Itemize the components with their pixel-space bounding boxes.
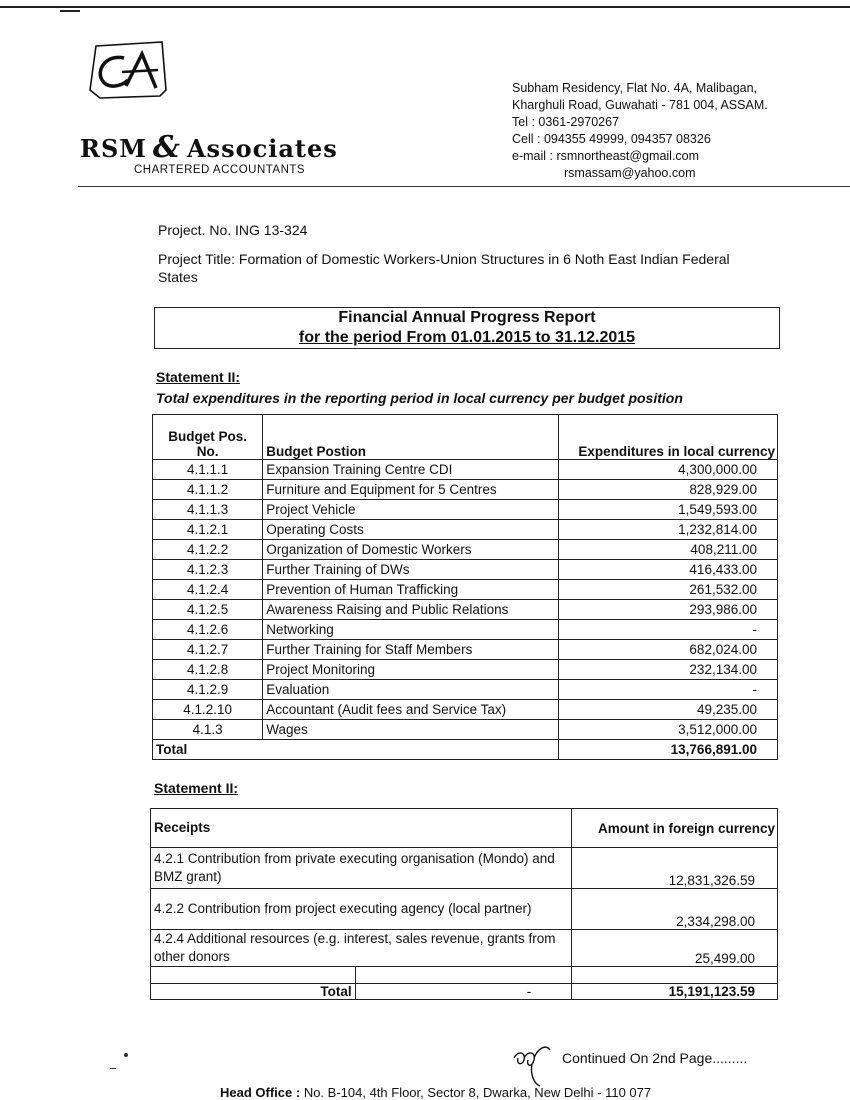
firm-name-amp: & [152,130,181,165]
table-row [151,930,778,967]
top-rule-mark [60,10,80,12]
total-amount: 13,766,891.00 [559,740,778,760]
row-name: Project Vehicle [263,500,559,520]
receipt-amount: 12,831,326.59 [572,848,778,889]
row-name: Further Training of DWs [263,560,559,580]
row-name: Prevention of Human Trafficking [263,580,559,600]
firm-logo [86,40,168,100]
address-cell: Cell : 094355 49999, 094357 08326 [512,132,711,146]
row-amount: 49,235.00 [559,700,778,720]
row-code: 4.1.2.10 [153,700,263,720]
row-amount: 408,211.00 [559,540,778,560]
col-header-receipts: Receipts [151,809,572,848]
row-name: Networking [263,620,559,640]
row-amount: 4,300,000.00 [559,460,778,480]
row-name: Evaluation [263,680,559,700]
row-name: Operating Costs [263,520,559,540]
row-name: Wages [263,720,559,740]
blank-cell [355,967,572,984]
table-row [153,480,778,500]
col-header-name: Budget Postion [263,415,559,460]
row-code: 4.1.1.3 [153,500,263,520]
scan-mark [110,1068,116,1069]
row-code: 4.1.2.1 [153,520,263,540]
total-mid: - [355,984,572,1000]
receipt-desc: 4.2.1 Contribution from private executing organisation (Mondo) and BMZ grant) [151,848,572,889]
table-row [153,680,778,700]
total-label: Total [151,984,356,1000]
address-email: e-mail : rsmnortheast@gmail.com [512,149,700,163]
project-number: Project. No. ING 13-324 [158,222,308,238]
row-code: 4.1.2.2 [153,540,263,560]
row-amount: 1,549,593.00 [559,500,778,520]
total-label: Total [153,740,559,760]
row-amount: 828,929.00 [559,480,778,500]
row-code: 4.1.2.9 [153,680,263,700]
statement2-heading: Statement II: [154,780,239,796]
row-name: Project Monitoring [263,660,559,680]
total-row [151,984,778,1000]
row-amount: 232,134.00 [559,660,778,680]
continued-note: Continued On 2nd Page......... [562,1050,748,1066]
statement1-heading: Statement II: [156,369,241,385]
table-header-row [151,809,778,848]
row-name: Expansion Training Centre CDI [263,460,559,480]
row-code: 4.1.1.2 [153,480,263,500]
head-office-label: Head Office : [220,1085,301,1100]
receipt-desc: 4.2.4 Additional resources (e.g. interest, sales revenue, grants from other donors [151,930,572,967]
firm-name-part2: Associates [186,134,338,163]
expenditure-table [152,414,778,760]
row-code: 4.1.2.5 [153,600,263,620]
row-code: 4.1.2.3 [153,560,263,580]
head-office-address: No. B-104, 4th Floor, Sector 8, Dwarka, New Delhi - 110 077 [303,1085,652,1100]
row-name: Organization of Domestic Workers [263,540,559,560]
table-row [153,620,778,640]
table-row [153,560,778,580]
address-line: Subham Residency, Flat No. 4A, Malibagan, [512,81,758,95]
receipt-amount: 25,499.00 [572,930,778,967]
row-amount: 3,512,000.00 [559,720,778,740]
col-header-code: Budget Pos. No. [153,415,263,460]
total-amount: 15,191,123.59 [572,984,778,1000]
address-phone: Tel : 0361-2970267 [512,115,620,129]
project-title: Project Title: Formation of Domestic Workers-Union Structures in 6 Noth East Indian Federal States [158,251,730,285]
receipt-desc: 4.2.2 Contribution from project executing agency (local partner) [151,889,572,930]
receipt-amount: 2,334,298.00 [572,889,778,930]
table-row [153,700,778,720]
row-name: Further Training for Staff Members [263,640,559,660]
table-header-row [153,415,778,460]
top-rule [0,6,850,8]
table-row [153,540,778,560]
row-amount: - [559,680,778,700]
table-row [153,600,778,620]
table-row [153,720,778,740]
row-code: 4.1.2.8 [153,660,263,680]
table-row [153,640,778,660]
blank-cell [151,967,356,984]
table-row [153,500,778,520]
report-title-box [154,307,780,349]
row-amount: 261,532.00 [559,580,778,600]
table-row [151,889,778,930]
receipts-table [150,808,778,1000]
firm-address [512,80,768,182]
blank-cell [572,967,778,984]
row-amount: 416,433.00 [559,560,778,580]
col-header-amount: Expenditures in local currency [559,415,778,460]
row-code: 4.1.2.6 [153,620,263,640]
signature [510,1040,554,1090]
row-amount: 1,232,814.00 [559,520,778,540]
table-row [153,660,778,680]
address-email-2: rsmassam@yahoo.com [564,166,696,180]
firm-name-part1: RSM [80,134,147,163]
col-header-amount: Amount in foreign currency [572,809,778,848]
row-name: Furniture and Equipment for 5 Centres [263,480,559,500]
row-amount: - [559,620,778,640]
firm-subtitle: CHARTERED ACCOUNTANTS [134,164,306,176]
table-row [153,520,778,540]
total-row [153,740,778,760]
blank-row [151,967,778,984]
report-title-line2: for the period From 01.01.2015 to 31.12.2015 [298,329,636,346]
report-title-line1: Financial Annual Progress Report [338,309,596,326]
row-name: Accountant (Audit fees and Service Tax) [263,700,559,720]
scan-mark [124,1053,128,1057]
address-line: Kharghuli Road, Guwahati - 781 004, ASSAM. [512,98,768,112]
statement1-description: Total expenditures in the reporting period in local currency per budget position [156,390,683,406]
row-code: 4.1.2.7 [153,640,263,660]
row-code: 4.1.3 [153,720,263,740]
row-amount: 682,024.00 [559,640,778,660]
head-office-footer [220,1085,651,1100]
firm-name [80,130,338,165]
row-code: 4.1.2.4 [153,580,263,600]
row-name: Awareness Raising and Public Relations [263,600,559,620]
table-row [153,460,778,480]
table-row [151,848,778,889]
row-code: 4.1.1.1 [153,460,263,480]
table-row [153,580,778,600]
letterhead-divider [78,186,850,187]
row-amount: 293,986.00 [559,600,778,620]
